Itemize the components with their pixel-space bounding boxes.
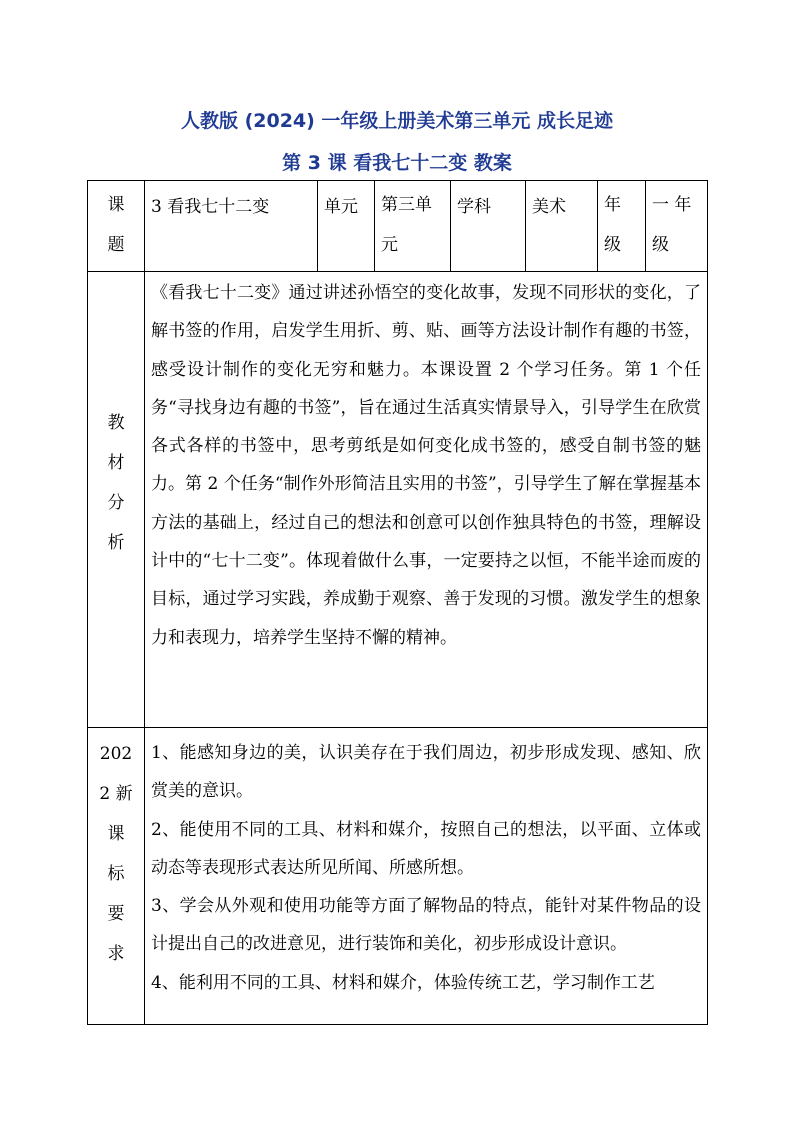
topic-label-line: 课 <box>107 195 125 215</box>
standards-label-char: 202 <box>99 744 133 764</box>
header-row <box>88 181 708 272</box>
analysis-text-cell <box>145 272 708 728</box>
standard-item: 1、能感知身边的美，认识美存在于我们周边，初步形成发现、感知、欣赏美的意识。 <box>151 743 701 802</box>
standards-row <box>88 728 708 1025</box>
topic-value: 3 看我七十二变 <box>151 197 270 217</box>
unit-value-line: 元 <box>381 235 398 255</box>
topic-label-line: 题 <box>107 235 125 255</box>
unit-value-line: 第三单 <box>381 195 432 215</box>
lesson-plan-table <box>87 180 708 1025</box>
analysis-text: 《看我七十二变》通过讲述孙悟空的变化故事，发现不同形状的变化，了解书签的作用，启发学生用折、剪、贴、画等方法设计制作有趣的书签，感受设计制作的变化无穷和魅力。本课设置 2 个学习任务。第 1 个任务“寻找身边有趣的书签”，旨在通过生活真实情景导入，引导学生在欣赏各式各样的书签中，思考剪纸是如何变化成书签的，感受自制书签的魅力。第 2 个任务“制作外形简洁且实用的书签”，引导学生了解在掌握基本方法的基础上，经过自己的想法和创意可以创作独具特色的书签，理解设计中的“七十二变”。体现着做什么事，一定要持之以恒，不能半途而废的目标，通过学习实践，养成勤于观察、善于发现的习惯。激发学生的想象力和表现力，培养学生坚持不懈的精神。 <box>151 283 701 648</box>
standard-item: 2、能使用不同的工具、材料和媒介，按照自己的想法，以平面、立体或动态等表现形式表达所见所闻、所感所想。 <box>151 819 701 878</box>
topic-label-cell <box>88 181 145 272</box>
analysis-label-char: 析 <box>107 532 125 553</box>
standards-label-char: 课 <box>107 824 125 844</box>
grade-value-line: 级 <box>652 235 669 255</box>
subject-label-cell <box>451 181 526 272</box>
unit-label: 单元 <box>324 197 358 217</box>
analysis-label-char: 分 <box>107 492 125 513</box>
grade-label-line: 年 <box>604 195 621 215</box>
grade-label-cell <box>598 181 646 272</box>
analysis-label-cell <box>88 272 145 728</box>
grade-value-line: 一 年 <box>652 195 692 215</box>
standard-item: 4、能利用不同的工具、材料和媒介，体验传统工艺，学习制作工艺 <box>151 972 655 993</box>
unit-value-cell <box>375 181 451 272</box>
analysis-row <box>88 272 708 728</box>
unit-label-cell <box>318 181 375 272</box>
standards-label-char: 标 <box>107 864 125 884</box>
subject-value: 美术 <box>532 197 566 217</box>
standards-label-cell <box>88 728 145 1025</box>
subject-value-cell <box>526 181 598 272</box>
grade-value-cell <box>646 181 708 272</box>
standards-label-char: 要 <box>107 904 125 924</box>
standards-label-char: 求 <box>107 944 125 964</box>
subject-label: 学科 <box>457 197 491 217</box>
analysis-label-char: 教 <box>107 412 125 433</box>
grade-label-line: 级 <box>604 235 621 255</box>
standard-item: 3、学会从外观和使用功能等方面了解物品的特点，能针对某件物品的设计提出自己的改进意见，进行装饰和美化，初步形成设计意识。 <box>151 896 701 955</box>
topic-value-cell <box>145 181 318 272</box>
analysis-label-char: 材 <box>107 452 125 473</box>
standards-text-cell <box>145 728 708 1025</box>
document-title: 人教版 (2024) 一年级上册美术第三单元 成长足迹 <box>180 110 614 132</box>
standards-label-char: 2 新 <box>99 784 133 804</box>
lesson-title: 第 3 课 看我七十二变 教案 <box>282 152 512 174</box>
